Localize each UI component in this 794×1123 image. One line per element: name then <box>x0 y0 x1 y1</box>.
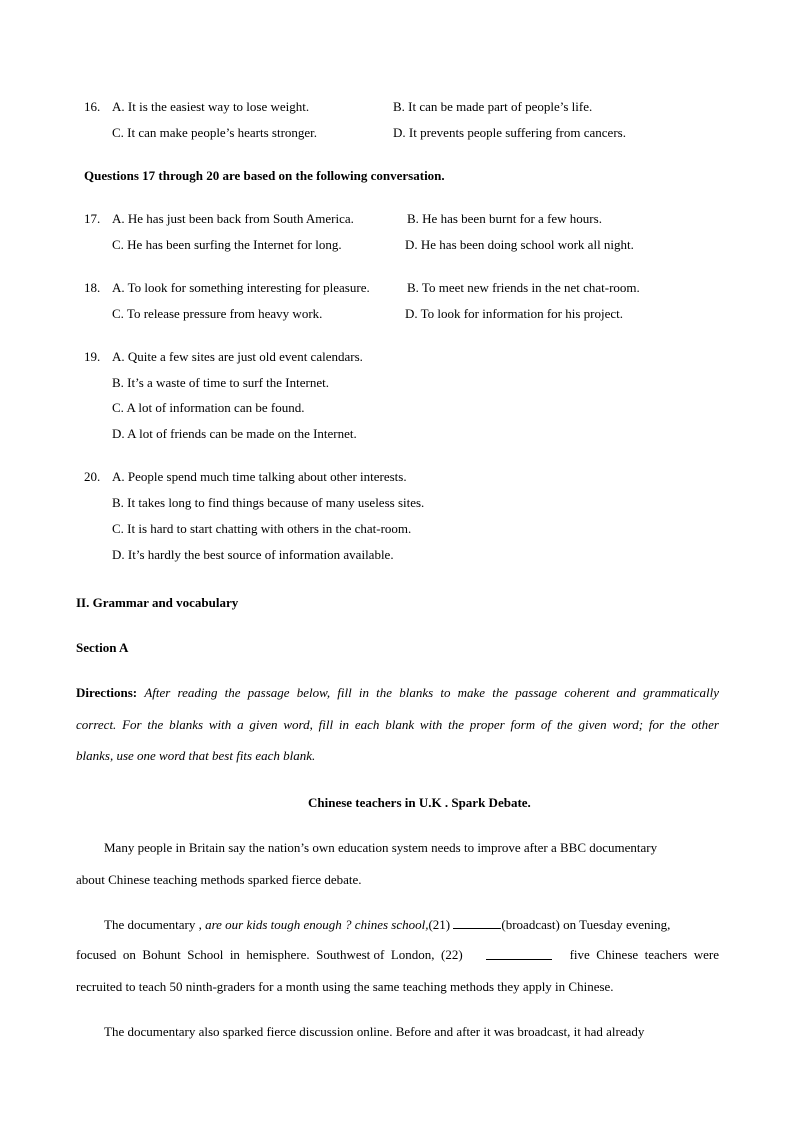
option-c: C. It is hard to start chatting with others in the chat-room. <box>112 521 412 536</box>
paragraph-line: Many people in Britain say the nation’s own education system needs to improve after a BBC documentary <box>104 840 658 855</box>
directions-block <box>76 748 719 764</box>
option-c: C. A lot of information can be found. <box>112 400 305 415</box>
option-b: B. It’s a waste of time to surf the Internet. <box>112 375 329 390</box>
conversation-heading: Questions 17 through 20 are based on the following conversation. <box>84 168 445 183</box>
directions-text: correct. For the blanks with a given word, fill in each blank with the proper form of the given word; for the other <box>76 717 719 732</box>
option-d: D. A lot of friends can be made on the Internet. <box>112 426 357 441</box>
section-subtitle: Section A <box>76 640 129 655</box>
directions-label: Directions: <box>76 685 138 700</box>
paragraph-line: The documentary also sparked fierce discussion online. Before and after it was broadcast, it had already <box>104 1024 645 1039</box>
option-b: B. It can be made part of people’s life. <box>393 99 593 114</box>
option-c: C. It can make people’s hearts stronger. <box>112 125 318 140</box>
directions-text: blanks, use one word that best fits each blank. <box>76 748 316 763</box>
option-a: A. It is the easiest way to lose weight. <box>112 99 310 114</box>
option-b: B. To meet new friends in the net chat-room. <box>407 280 640 295</box>
section-title: II. Grammar and vocabulary <box>76 595 239 610</box>
directions-block <box>76 685 719 701</box>
text: five Chinese teachers were <box>569 947 719 962</box>
blank-22[interactable] <box>486 947 552 960</box>
question-number: 18. <box>84 280 101 295</box>
option-a: A. People spend much time talking about other interests. <box>112 469 407 484</box>
option-b: B. He has been burnt for a few hours. <box>407 211 602 226</box>
passage-title: Chinese teachers in U.K . Spark Debate. <box>308 795 531 810</box>
text: focused on Bohunt School in hemisphere. Southwest of London, (22) <box>76 947 463 962</box>
text: The documentary , <box>104 917 202 932</box>
italic-title: are our kids tough enough ? chines school, <box>205 917 429 932</box>
paragraph-line <box>76 947 719 963</box>
blank-number: (21) <box>428 917 451 932</box>
option-d: D. To look for information for his project. <box>405 306 624 321</box>
option-c: C. To release pressure from heavy work. <box>112 306 323 321</box>
directions-text: After reading the passage below, fill in the blanks to make the passage coherent and grammatically <box>144 685 720 700</box>
question-number: 16. <box>84 99 101 114</box>
question-number: 19. <box>84 349 101 364</box>
option-a: A. Quite a few sites are just old event calendars. <box>112 349 363 364</box>
paragraph-line: recruited to teach 50 ninth-graders for a month using the same teaching methods they apply in Chinese. <box>76 979 614 994</box>
option-b: B. It takes long to find things because of many useless sites. <box>112 495 425 510</box>
text: (broadcast) on Tuesday evening, <box>501 917 671 932</box>
blank-21[interactable] <box>453 916 501 929</box>
option-d: D. It’s hardly the best source of information available. <box>112 547 394 562</box>
option-c: C. He has been surfing the Internet for long. <box>112 237 342 252</box>
paragraph-line <box>104 916 670 933</box>
option-d: D. It prevents people suffering from cancers. <box>393 125 626 140</box>
question-number: 17. <box>84 211 101 226</box>
option-a: A. To look for something interesting for pleasure. <box>112 280 370 295</box>
option-d: D. He has been doing school work all night. <box>405 237 634 252</box>
question-number: 20. <box>84 469 101 484</box>
directions-block <box>76 717 719 733</box>
option-a: A. He has just been back from South America. <box>112 211 354 226</box>
paragraph-line: about Chinese teaching methods sparked fierce debate. <box>76 872 362 887</box>
